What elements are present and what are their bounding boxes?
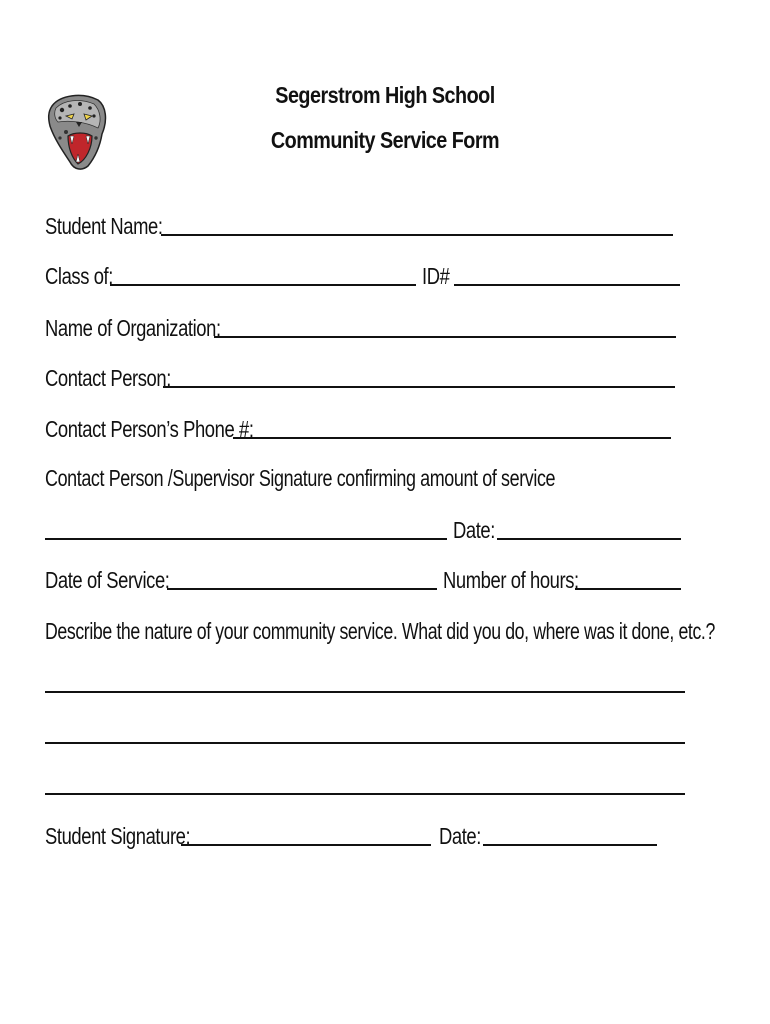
contact-person-label: Contact Person: bbox=[45, 365, 171, 391]
supervisor-signature-label: Contact Person /Supervisor Signature confirming amount of service bbox=[45, 465, 556, 491]
describe-label: Describe the nature of your community service. What did you do, where was it done, etc.? bbox=[45, 618, 715, 644]
date-of-service-label: Date of Service: bbox=[45, 567, 170, 593]
student-name-label: Student Name: bbox=[45, 213, 163, 239]
number-of-hours-field[interactable] bbox=[575, 588, 681, 590]
contact-phone-label: Contact Person’s Phone #: bbox=[45, 416, 254, 442]
description-line-2[interactable] bbox=[45, 742, 685, 744]
supervisor-date-field[interactable] bbox=[497, 538, 681, 540]
form-title: Community Service Form bbox=[270, 127, 500, 153]
student-signature-field[interactable] bbox=[181, 844, 431, 846]
student-name-row bbox=[45, 208, 673, 240]
student-date-label: Date: bbox=[439, 823, 481, 849]
class-of-label: Class of: bbox=[45, 263, 113, 289]
description-line-2-row bbox=[45, 716, 685, 748]
description-line-3[interactable] bbox=[45, 793, 685, 795]
date-of-service-field[interactable] bbox=[167, 588, 437, 590]
student-signature-label: Student Signature: bbox=[45, 823, 191, 849]
service-date-hours-row bbox=[45, 562, 681, 594]
supervisor-statement-row bbox=[45, 460, 699, 492]
organization-field[interactable] bbox=[214, 336, 676, 338]
school-name: Segerstrom High School bbox=[275, 82, 495, 108]
class-of-field[interactable] bbox=[110, 284, 416, 286]
id-label: ID# bbox=[422, 263, 450, 289]
student-date-field[interactable] bbox=[483, 844, 657, 846]
describe-prompt-row bbox=[45, 613, 770, 645]
description-line-1-row bbox=[45, 665, 685, 697]
class-id-row bbox=[45, 258, 680, 290]
supervisor-date-label: Date: bbox=[453, 517, 495, 543]
student-signature-row bbox=[45, 818, 657, 850]
contact-person-field[interactable] bbox=[163, 386, 675, 388]
organization-label: Name of Organization: bbox=[45, 315, 221, 341]
description-line-3-row bbox=[45, 767, 685, 799]
contact-person-row bbox=[45, 360, 675, 392]
supervisor-signature-field[interactable] bbox=[45, 538, 447, 540]
student-name-field[interactable] bbox=[161, 234, 673, 236]
contact-phone-row bbox=[45, 411, 671, 443]
number-of-hours-label: Number of hours: bbox=[443, 567, 579, 593]
supervisor-signature-row bbox=[45, 512, 681, 544]
student-id-field[interactable] bbox=[454, 284, 680, 286]
organization-row bbox=[45, 310, 676, 342]
description-line-1[interactable] bbox=[45, 691, 685, 693]
contact-phone-field[interactable] bbox=[233, 437, 671, 439]
